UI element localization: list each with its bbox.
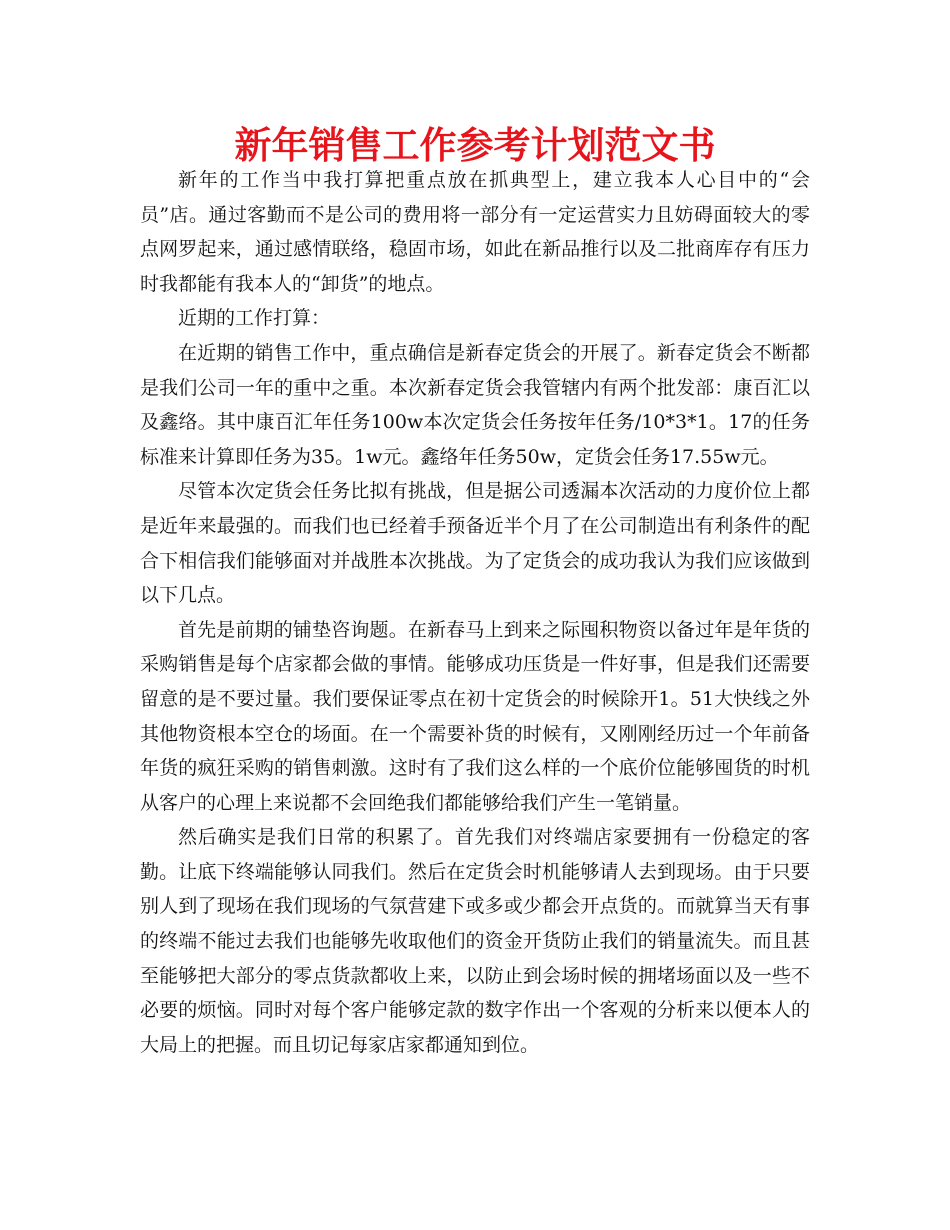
paragraph: 近期的工作打算： xyxy=(178,307,331,330)
document-title: 新年销售工作参考计划范文书 xyxy=(234,124,716,167)
document-body xyxy=(140,163,810,1062)
paragraph: 然后确实是我们日常的积累了。首先我们对终端店家要拥有一份稳定的客勤。让底下终端能够认同我们。然后在定货会时机能够请人去到现场。由于只要别人到了现场在我们现场的气氛营建下或多或少都会开点货的。而就算当天有事的终端不能过去我们也能够先收取他们的资金开货防止我们的销量流失。而且甚至能够把大部分的零点货款都收上来，以防止到会场时候的拥堵场面以及一些不必要的烦恼。同时对每个客户能够定款的数字作出一个客观的分析来以便本人的大局上的把握。而且切记每家店家都通知到位。 xyxy=(140,826,810,1056)
paragraph: 新年的工作当中我打算把重点放在抓典型上，建立我本人心目中的“会员”店。通过客勤而不是公司的费用将一部分有一定运营实力且妨碍面较大的零点网罗起来，通过感情联络，稳固市场，如此在新品推行以及二批商库存有压力时我都能有我本人的“卸货”的地点。 xyxy=(140,169,810,295)
paragraph: 首先是前期的铺垫咨询题。在新春马上到来之际囤积物资以备过年是年货的采购销售是每个店家都会做的事情。能够成功压货是一件好事，但是我们还需要留意的是不要过量。我们要保证零点在初十定货会的时候除开1。51大快线之外其他物资根本空仓的场面。在一个需要补货的时候有，又刚刚经历过一个年前备年货的疯狂采购的销售刺激。这时有了我们这么样的一个底价位能够囤货的时机从客户的心理上来说都不会回绝我们都能够给我们产生一笔销量。 xyxy=(140,618,810,814)
paragraph: 在近期的销售工作中，重点确信是新春定货会的开展了。新春定货会不断都是我们公司一年的重中之重。本次新春定货会我管辖内有两个批发部：康百汇以及鑫络。其中康百汇年任务100w本次定货会任务按年任务/10*3*1。17的任务标准来计算即任务为35。1w元。鑫络年任务50w，定货会任务17.55w元。 xyxy=(140,341,810,468)
paragraph: 尽管本次定货会任务比拟有挑战，但是据公司透漏本次活动的力度价位上都是近年来最强的。而我们也已经着手预备近半个月了在公司制造出有利条件的配合下相信我们能够面对并战胜本次挑战。为了定货会的成功我认为我们应该做到以下几点。 xyxy=(140,480,810,607)
